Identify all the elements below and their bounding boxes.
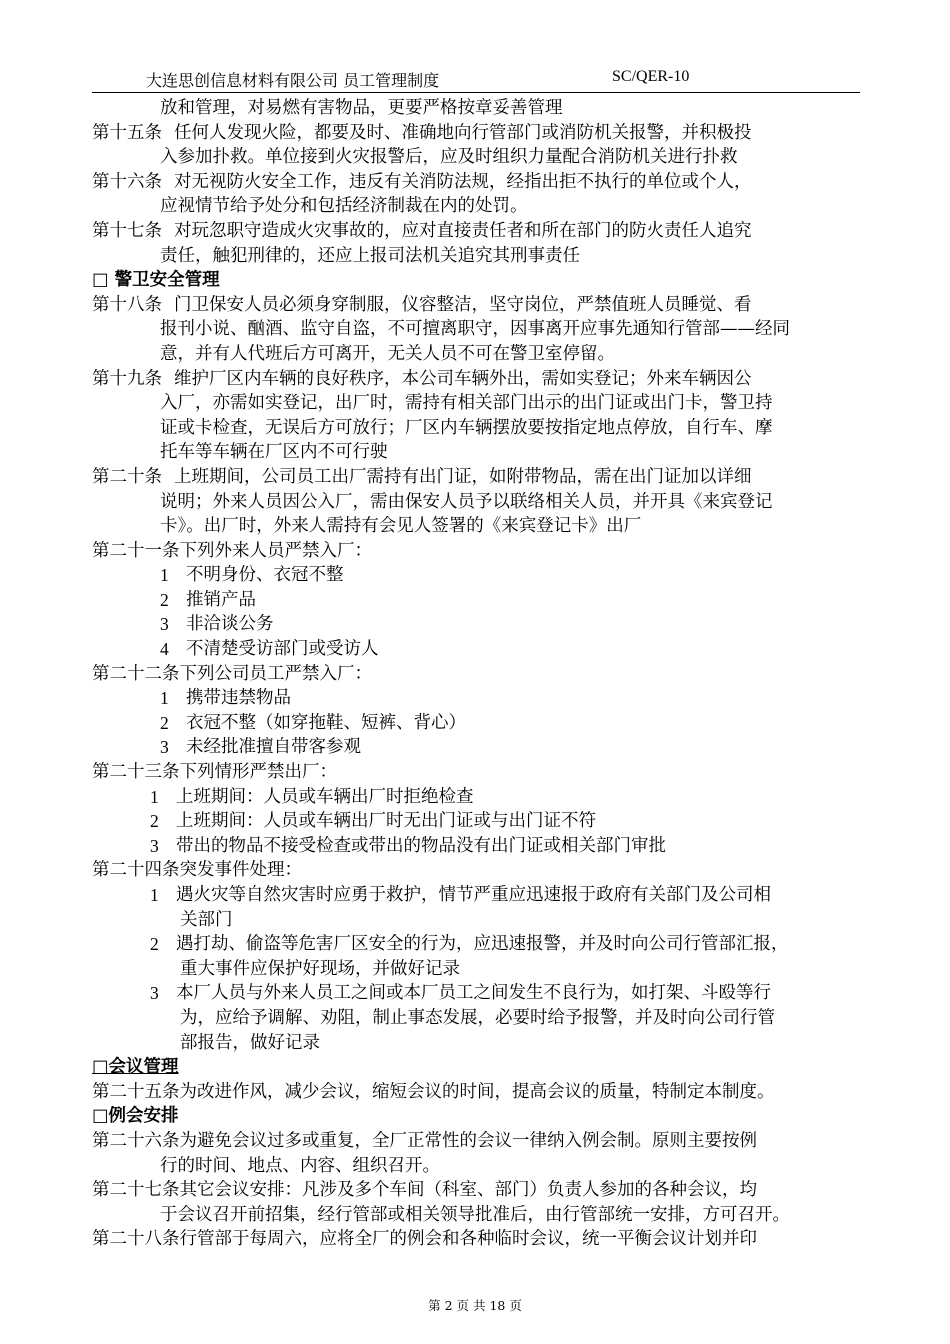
- article-28: 第二十八条行管部于每周六，应将全厂的例会和各种临时会议，统一平衡会议计划并印: [92, 1229, 757, 1250]
- list-text: 上班期间：人员或车辆出厂时无出门证或与出门证不符: [176, 811, 596, 832]
- list-number: 1: [150, 786, 159, 807]
- list-text-continued: 重大事件应保护好现场，并做好记录: [180, 958, 460, 979]
- list-text: 遇火灾等自然灾害时应勇于救护，情节严重应迅速报于政府有关部门及公司相: [176, 885, 771, 905]
- article-17: [92, 219, 864, 244]
- text-line: 入厂，亦需如实登记，出厂时，需持有相关部门出示的出门证或出门卡，警卫持: [160, 393, 773, 414]
- list-text-continued: 关部门: [180, 909, 233, 930]
- article-number: 第十七条: [92, 220, 162, 241]
- text-line: 放和管理，对易燃有害物品，更要严格按章妥善管理: [160, 98, 563, 118]
- list-number: 2: [150, 811, 159, 832]
- list-text-continued: 为，应给予调解、劝阻，制止事态发展，必要时给予报警，并及时向公司行管: [180, 1007, 775, 1028]
- list-item: [92, 735, 864, 760]
- list-text: 本厂人员与外来人员工之间或本厂员工之间发生不良行为，如打架、斗殴等行: [176, 983, 771, 1004]
- article-25: 第二十五条为改进作风，减少会议，缩短会议的时间，提高会议的质量，特制定本制度。: [92, 1081, 775, 1102]
- list-number: 1: [150, 885, 159, 905]
- text-line: 责任，触犯刑律的，还应上报司法机关追究其刑事责任: [160, 245, 580, 266]
- text-line: 证或卡检查，无误后方可放行；厂区内车辆摆放要按指定地点停放，自行车、摩: [160, 417, 773, 438]
- list-item: [92, 834, 864, 859]
- article-23: 第二十三条下列情形严禁出厂：: [92, 762, 337, 783]
- article-26: 第二十六条为避免会议过多或重复，全厂正常性的会议一律纳入例会制。原则主要按例: [92, 1130, 757, 1151]
- list-item: [92, 981, 864, 1006]
- list-text: 上班期间：人员或车辆出厂时拒绝检查: [176, 786, 474, 807]
- article-number: 第十八条: [92, 294, 162, 315]
- article-15: [92, 121, 864, 146]
- list-text: 遇打劫、偷盗等危害厂区安全的行为，应迅速报警，并及时向公司行管部汇报，: [176, 934, 789, 955]
- article-20: [92, 465, 864, 490]
- header-company-doc: 大连思创信息材料有限公司 员工管理制度: [146, 71, 440, 90]
- text-line: 说明；外来人员因公入厂，需由保安人员予以联络相关人员，并开具《来宾登记: [160, 491, 773, 512]
- list-number: 1: [160, 565, 169, 586]
- text-line: 于会议召开前招集，经行管部或相关领导批准后，由行管部统一安排，方可召开。: [160, 1204, 790, 1225]
- list-item: [92, 785, 864, 810]
- list-number: 3: [160, 614, 169, 635]
- list-text: 非洽谈公务: [186, 614, 274, 635]
- text-line: 门卫保安人员必须身穿制服，仪容整洁，坚守岗位，严禁值班人员睡觉、看: [174, 294, 752, 315]
- article-19: [92, 367, 864, 392]
- list-item: [92, 637, 864, 662]
- list-number: 2: [160, 712, 169, 733]
- list-item: [92, 883, 864, 908]
- list-item: [92, 711, 864, 736]
- article-number: 第十六条: [92, 171, 162, 192]
- section-heading-guard: □ 警卫安全管理: [92, 270, 220, 291]
- article-21: 第二十一条下列外来人员严禁入厂：: [92, 540, 372, 561]
- text-line: 任何人发现火险，都要及时、准确地向行管部门或消防机关报警，并积极投: [174, 122, 752, 143]
- list-number: 2: [150, 934, 159, 955]
- text-line: 报刊小说、酗酒、监守自盗，不可擅离职守，因事离开应事先通知行管部——经同: [160, 319, 790, 340]
- list-number: 3: [150, 835, 159, 856]
- section-heading-regular-meeting: □例会安排: [92, 1106, 179, 1127]
- list-text: 衣冠不整（如穿拖鞋、短裤、背心）: [186, 712, 466, 733]
- text-line: 卡》。出厂时，外来人需持有会见人签署的《来宾登记卡》出厂: [160, 516, 642, 537]
- list-text: 未经批准擅自带客参观: [186, 737, 361, 758]
- document-body: [92, 96, 864, 1252]
- list-text: 携带违禁物品: [186, 688, 291, 709]
- list-text: 带出的物品不接受检查或带出的物品没有出门证或相关部门审批: [176, 835, 666, 856]
- text-line: 行的时间、地点、内容、组织召开。: [160, 1155, 440, 1176]
- text-line: 对无视防火安全工作，违反有关消防法规，经指出拒不执行的单位或个人，: [174, 171, 752, 192]
- text-line: 入参加扑救。单位接到火灾报警后，应及时组织力量配合消防机关进行扑救: [160, 147, 738, 168]
- list-text: 不清楚受访部门或受访人: [186, 639, 379, 660]
- list-item: [92, 809, 864, 834]
- article-22: 第二十二条下列公司员工严禁入厂：: [92, 663, 372, 684]
- list-item: [92, 932, 864, 957]
- list-item: [92, 563, 864, 588]
- list-text: 推销产品: [186, 589, 256, 610]
- list-item: [92, 686, 864, 711]
- text-line: 托车等车辆在厂区内不可行驶: [160, 442, 388, 463]
- list-number: 3: [160, 737, 169, 758]
- article-27: 第二十七条其它会议安排：凡涉及多个车间（科室、部门）负责人参加的各种会议，均: [92, 1180, 757, 1201]
- list-number: 3: [150, 983, 159, 1004]
- section-heading-meeting: □会议管理: [92, 1057, 179, 1078]
- page-footer: 第 2 页 共 18 页: [428, 1298, 522, 1313]
- article-24: 第二十四条突发事件处理：: [92, 860, 302, 881]
- article-number: 第十九条: [92, 368, 162, 389]
- article-16: [92, 170, 864, 195]
- list-number: 1: [160, 688, 169, 709]
- text-line: 应视情节给予处分和包括经济制裁在内的处罚。: [160, 196, 528, 217]
- page-header: [92, 66, 860, 93]
- list-item: [92, 588, 864, 613]
- text-line: 意，并有人代班后方可离开，无关人员不可在警卫室停留。: [160, 343, 615, 364]
- header-doc-code: SC/QER-10: [612, 68, 690, 85]
- article-18: [92, 293, 864, 318]
- text-line: 对玩忽职守造成火灾事故的，应对直接责任者和所在部门的防火责任人追究: [174, 220, 752, 241]
- article-number: 第十五条: [92, 122, 162, 143]
- list-item: [92, 612, 864, 637]
- text-line: 维护厂区内车辆的良好秩序，本公司车辆外出，需如实登记；外来车辆因公: [174, 368, 752, 389]
- list-text: 不明身份、衣冠不整: [186, 565, 344, 586]
- article-number: 第二十条: [92, 466, 162, 487]
- list-number: 2: [160, 589, 169, 610]
- text-line: 上班期间，公司员工出厂需持有出门证，如附带物品，需在出门证加以详细: [174, 466, 752, 487]
- list-text-continued: 部报告，做好记录: [180, 1032, 320, 1053]
- list-number: 4: [160, 639, 169, 660]
